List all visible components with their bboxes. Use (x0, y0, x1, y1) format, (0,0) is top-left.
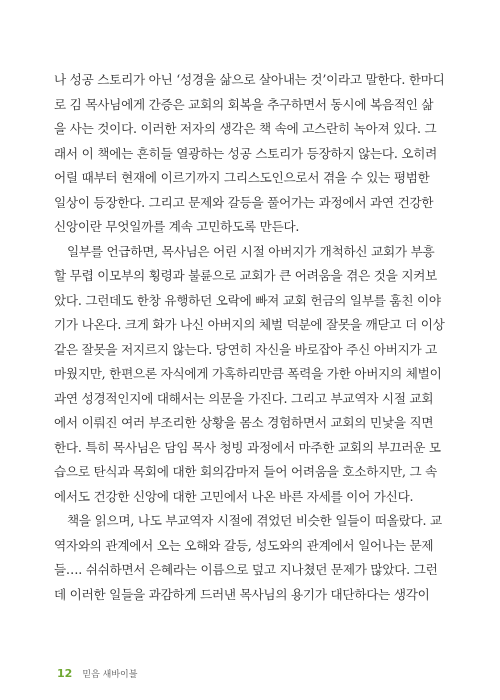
text-line: 에서 이뤄진 여러 부조리한 상황을 몸소 경험하면서 교회의 민낯을 직면 (54, 415, 434, 430)
page-footer (57, 662, 137, 681)
text-line: 로 김 목사님에게 간증은 교회의 회복을 추구하면서 동시에 복음적인 삶 (54, 96, 434, 112)
text-line: 기가 나온다. 크게 화가 나신 아버지의 체벌 덕분에 잘못을 깨닫고 더 이상 (54, 317, 445, 332)
paragraph-first-line: 책을 읽으며, 나도 부교역자 시절에 겪었던 비슷한 일들이 떠올랐다. 교 (67, 513, 442, 528)
text-line: 에서도 건강한 신앙에 대한 고민에서 나온 바른 자세를 이어 가신다. (54, 488, 414, 504)
text-line: 나 성공 스토리가 아닌 ‘성경을 삶으로 살아내는 것’이라고 말한다. 한마디 (54, 72, 445, 87)
text-line: 신앙이란 무엇일까를 계속 고민하도록 만든다. (54, 219, 300, 234)
text-line: 일상이 등장한다. 그리고 문제와 갈등을 풀어가는 과정에서 과연 건강한 (54, 194, 434, 210)
text-line: 들…. 쉬쉬하면서 은혜라는 이름으로 덮고 지나쳤던 문제가 많았다. 그런 (54, 562, 438, 577)
text-line: 어릴 때부터 현재에 이르기까지 그리스도인으로서 겪을 수 있는 평범한 (54, 170, 430, 185)
running-title: 믿음 새바이블 (82, 670, 138, 680)
text-line: 을 사는 것이다. 이러한 저자의 생각은 책 속에 고스란히 녹아져 있다. 그 (54, 121, 437, 136)
text-line: 마웠지만, 한편으론 자식에게 가혹하리만큼 폭력을 가한 아버지의 체벌이 (54, 366, 442, 381)
text-line: 과연 성경적인지에 대해서는 의문을 가진다. 그리고 부교역자 시절 교회 (54, 390, 434, 406)
text-line: 데 이러한 일들을 과감하게 드러낸 목사님의 용기가 대단하다는 생각이 (54, 586, 430, 602)
text-line: 역자와의 관계에서 오는 오해와 갈등, 성도와의 관계에서 일어나는 문제 (54, 537, 434, 553)
text-line: 래서 이 책에는 흔히들 열광하는 성공 스토리가 등장하지 않는다. 오히려 (54, 145, 438, 161)
paragraph-first-line: 일부를 언급하면, 목사님은 어린 시절 아버지가 개척하신 교회가 부흥 (67, 243, 435, 259)
page-number: 12 (57, 667, 73, 680)
text-line: 습으로 탄식과 목회에 대한 회의감마저 들어 어려움을 호소하지만, 그 속 (54, 464, 438, 479)
text-line: 할 무렵 이모부의 횡령과 불륜으로 교회가 큰 어려움을 겪은 것을 지켜보 (54, 268, 438, 283)
text-line: 같은 잘못을 저지르지 않는다. 당연히 자신을 바로잡아 주신 아버지가 고 (54, 341, 438, 357)
text-line: 았다. 그런데도 한창 유행하던 오락에 빠져 교회 헌금의 일부를 훔친 이야 (54, 292, 441, 308)
text-line: 한다. 특히 목사님은 담임 목사 청빙 과정에서 마주한 교회의 부끄러운 모 (54, 439, 441, 455)
